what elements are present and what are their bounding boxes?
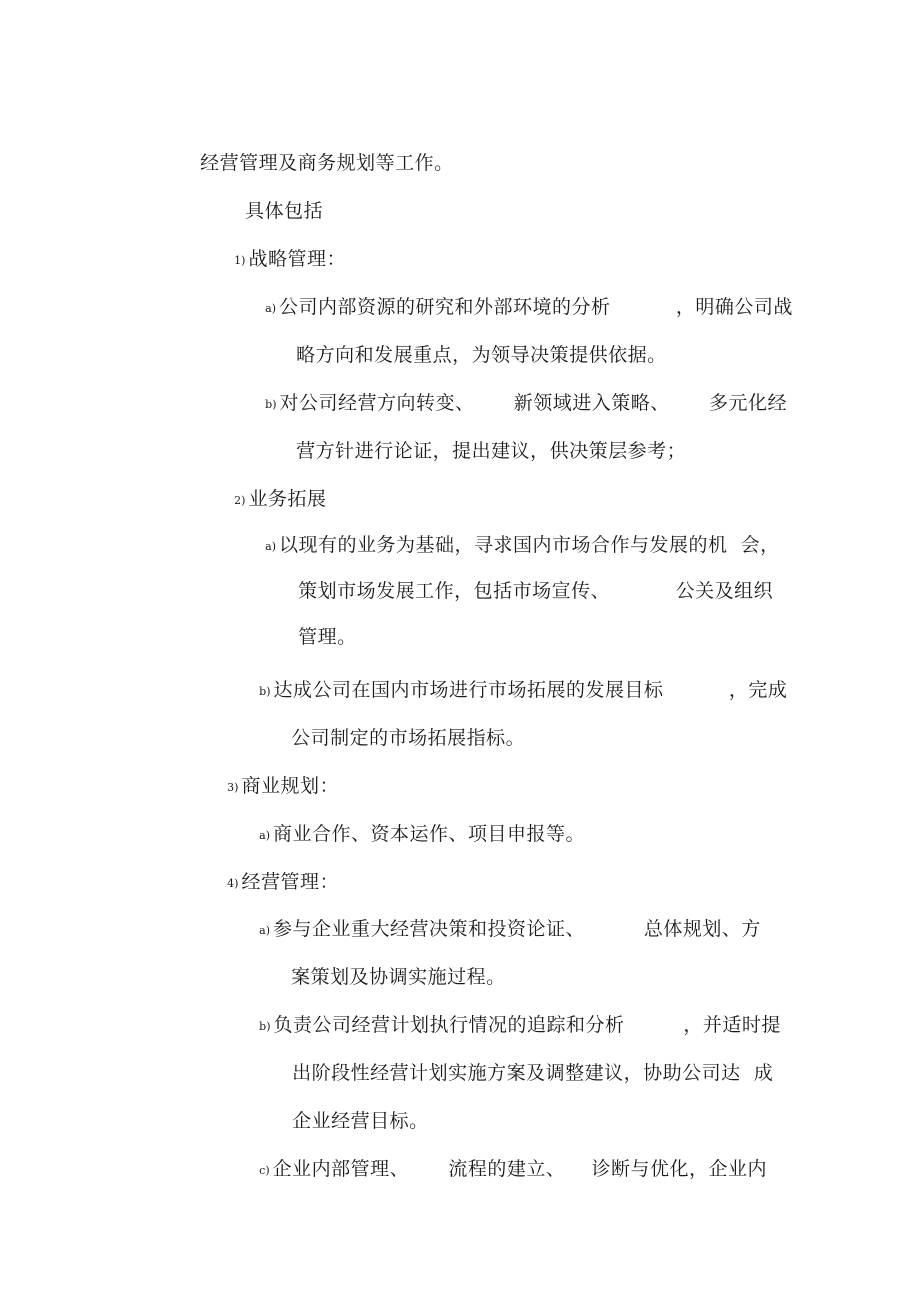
list-marker: a) xyxy=(259,924,271,937)
line-text: 业务拓展 xyxy=(248,488,327,510)
line-text: 负责公司经营计划执行情况的追踪和分析 ，并适时提 xyxy=(273,1014,781,1036)
line-text: 管理。 xyxy=(298,626,357,648)
line-text: 具体包括 xyxy=(245,200,324,222)
line-text: 略方向和发展重点，为领导决策提供依据。 xyxy=(296,344,667,366)
list-marker: b) xyxy=(265,398,277,411)
line-text: 商业规划： xyxy=(241,775,339,797)
list-item-4c xyxy=(233,1133,767,1207)
line-text: 企业内部管理、 流程的建立、 诊断与优化，企业内 xyxy=(272,1158,768,1180)
line-text: 策划市场发展工作，包括市场宣传、 公关及组织 xyxy=(298,580,774,602)
list-marker: 1) xyxy=(234,254,246,267)
list-marker: a) xyxy=(265,302,277,315)
line-text: 公司制定的市场拓展指标。 xyxy=(291,727,526,749)
line-text: 参与企业重大经营决策和投资论证、 总体规划、方 xyxy=(273,918,761,940)
line-text: 出阶段性经营计划实施方案及调整建议，协助公司达 成 xyxy=(292,1062,774,1084)
line-text: 案策划及协调实施过程。 xyxy=(291,966,506,988)
line-text: 商业合作、资本运作、项目申报等。 xyxy=(273,823,586,845)
line-text: 对公司经营方向转变、 新领域进入策略、 多元化经 xyxy=(279,392,787,414)
list-marker: c) xyxy=(259,1164,270,1177)
list-item-continuation xyxy=(270,415,686,487)
line-text: 经营管理： xyxy=(241,871,339,893)
list-marker: a) xyxy=(265,540,277,553)
line-text: 以现有的业务为基础，寻求国内市场合作与发展的机 会， xyxy=(279,534,780,556)
list-marker: 3) xyxy=(227,781,239,794)
line-text: 营方针进行论证，提出建议，供决策层参考； xyxy=(296,440,687,462)
list-marker: b) xyxy=(259,1020,271,1033)
list-marker: a) xyxy=(259,829,271,842)
line-text: 达成公司在国内市场进行市场拓展的发展目标 ，完成 xyxy=(273,679,788,701)
list-marker: 2) xyxy=(234,494,246,507)
line-text: 战略管理： xyxy=(248,248,346,270)
line-text: 经营管理及商务规划等工作。 xyxy=(200,152,454,174)
list-marker: 4) xyxy=(227,877,239,890)
line-text: 公司内部资源的研究和外部环境的分析 ，明确公司战 xyxy=(279,296,793,318)
line-text: 企业经营目标。 xyxy=(292,1110,429,1132)
list-marker: b) xyxy=(259,685,271,698)
